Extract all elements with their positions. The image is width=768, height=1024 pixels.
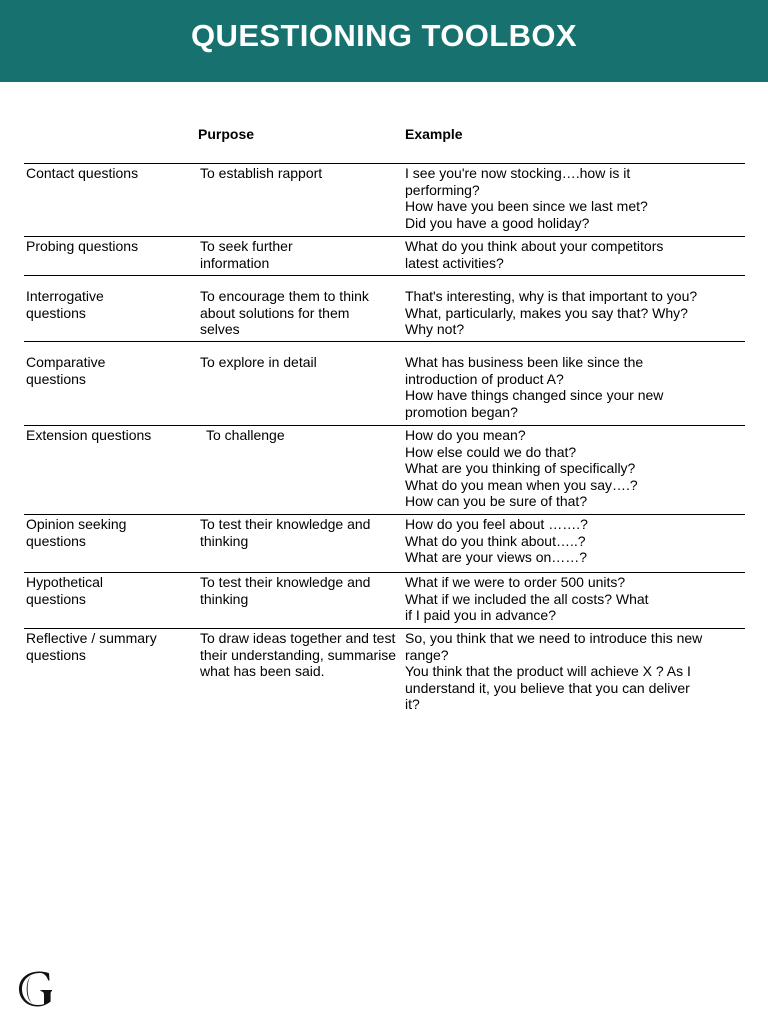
question-type: Interrogative questions [26, 288, 104, 321]
example-line: promotion began? [405, 403, 518, 420]
question-purpose: To encourage them to think about solutions for them selves [200, 288, 369, 338]
column-headers [0, 126, 768, 144]
example-line: introduction of product A? [405, 370, 564, 387]
question-type: Comparative questions [26, 354, 106, 387]
example-line: What do you think about your competitors [405, 238, 664, 254]
question-example [405, 354, 745, 420]
column-header-purpose: Purpose [198, 126, 255, 142]
example-line: What if we included the all costs? What [405, 590, 649, 607]
example-line: What do you think about…..? [405, 532, 586, 549]
example-line: What are your views on……? [405, 549, 588, 566]
question-purpose: To establish rapport [200, 165, 323, 181]
example-line: You think that the product will achieve X ? As I [405, 663, 691, 680]
table-row [24, 341, 745, 425]
question-type: Hypothetical questions [26, 574, 104, 607]
example-line: performing? [405, 181, 480, 198]
question-purpose: To test their knowledge and thinking [200, 574, 371, 607]
example-line: What has business been like since the [405, 354, 644, 370]
table-row [24, 163, 745, 236]
example-line: How do you feel about …….? [405, 516, 588, 532]
example-line: it? [405, 696, 420, 713]
table-row [24, 572, 745, 628]
example-line: What, particularly, makes you say that? Why? [405, 304, 688, 321]
column-header-example: Example [405, 126, 463, 142]
question-purpose: To explore in detail [200, 354, 317, 370]
question-type: Reflective / summary questions [26, 630, 157, 663]
example-line: Why not? [405, 321, 465, 338]
question-purpose: To test their knowledge and thinking [200, 516, 371, 549]
example-line: if I paid you in advance? [405, 607, 556, 624]
example-line: I see you're now stocking….how is it [405, 165, 631, 181]
question-purpose: To seek further information [200, 238, 293, 271]
question-example [405, 238, 745, 271]
question-example [405, 165, 745, 231]
table-row [24, 425, 745, 514]
example-line: What if we were to order 500 units? [405, 574, 626, 590]
example-line: How can you be sure of that? [405, 493, 588, 510]
table-row [24, 628, 745, 718]
question-type: Probing questions [26, 238, 139, 254]
question-type: Contact questions [26, 165, 139, 181]
question-example [405, 630, 745, 713]
example-line: How else could we do that? [405, 443, 577, 460]
example-line: latest activities? [405, 254, 504, 271]
question-type: Extension questions [26, 427, 152, 443]
example-line: How have you been since we last met? [405, 198, 648, 215]
table-row [24, 514, 745, 572]
table-row [24, 236, 745, 275]
example-line: How do you mean? [405, 427, 526, 443]
title-banner [0, 0, 768, 82]
logo-icon [18, 970, 58, 1008]
table-row [24, 275, 745, 341]
example-line: What are you thinking of specifically? [405, 460, 636, 477]
question-type: Opinion seeking questions [26, 516, 127, 549]
example-line: range? [405, 646, 449, 663]
question-purpose: To challenge [206, 427, 285, 443]
example-line: understand it, you believe that you can deliver [405, 679, 690, 696]
question-example [405, 427, 745, 510]
example-line: What do you mean when you say….? [405, 476, 638, 493]
example-line: Did you have a good holiday? [405, 214, 590, 231]
example-line: How have things changed since your new [405, 387, 664, 404]
question-example [405, 516, 745, 566]
page-title: QUESTIONING TOOLBOX [191, 18, 577, 53]
question-example [405, 574, 745, 624]
questions-table [24, 163, 745, 718]
question-purpose: To draw ideas together and test their understanding, summarise what has been said. [200, 630, 397, 680]
question-example [405, 288, 745, 338]
example-line: That's interesting, why is that important to you? [405, 288, 698, 304]
example-line: So, you think that we need to introduce this new [405, 630, 703, 646]
